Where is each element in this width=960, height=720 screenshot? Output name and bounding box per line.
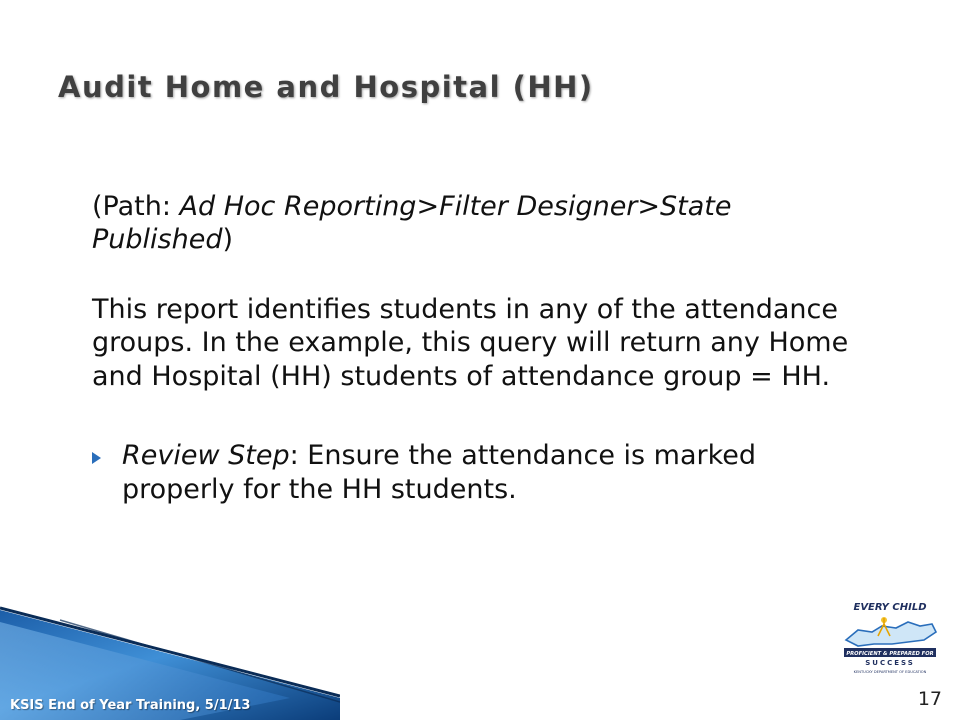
- page-number: 17: [917, 688, 942, 710]
- arrow-bullet-icon: [92, 452, 101, 464]
- logo-tagline-1: PROFICIENT & PREPARED FOR: [846, 651, 934, 657]
- footer-text: KSIS End of Year Training, 5/1/13: [10, 698, 251, 713]
- path-open: (Path:: [92, 191, 180, 222]
- description-text: This report identifies students in any of the attendance groups. In the example, this query will return any Home and Hospital (HH) students of attendance group = HH.: [92, 293, 849, 392]
- logo-tagline-3: KENTUCKY DEPARTMENT OF EDUCATION: [853, 670, 927, 674]
- logo-tagline-2: SUCCESS: [865, 659, 915, 667]
- review-step-bullet: [92, 439, 872, 506]
- path-text: [92, 190, 872, 257]
- path-italic: Ad Hoc Reporting>Filter Designer>State Published: [92, 191, 732, 256]
- logo-headline: EVERY CHILD: [853, 602, 927, 613]
- slide-title: Audit Home and Hospital (HH): [58, 70, 594, 104]
- kentucky-map-logo-icon: [838, 596, 942, 676]
- review-step-text: : Ensure the attendance is marked properly for the HH students.: [122, 440, 757, 505]
- slide-body: [92, 190, 872, 506]
- review-step-label: Review Step: [122, 440, 290, 472]
- kentucky-shape: [846, 622, 936, 646]
- path-close: ): [222, 224, 234, 256]
